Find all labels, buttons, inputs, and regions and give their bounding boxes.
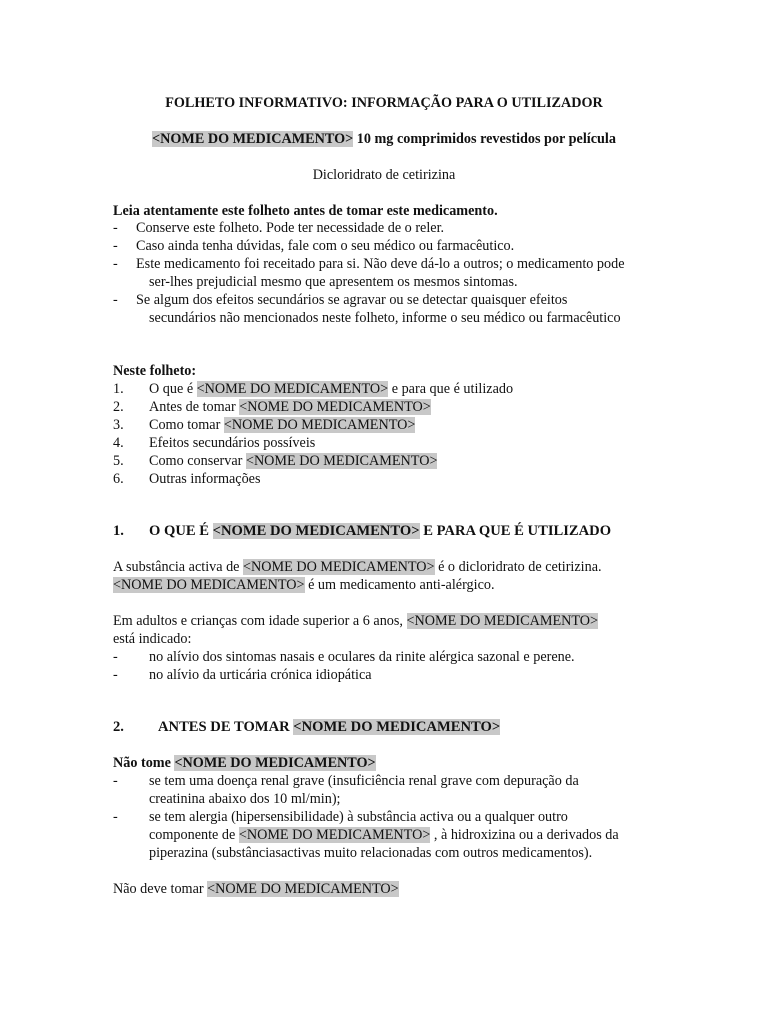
- bullet-continuation: ser-lhes prejudicial mesmo que apresentem os mesmos sintomas.: [149, 274, 518, 290]
- bullet-text: no alívio dos sintomas nasais e oculares da rinite alérgica sazonal e perene.: [149, 649, 575, 665]
- toc-number: 4.: [113, 435, 124, 451]
- bullet-dash: -: [113, 292, 118, 308]
- section-title: ANTES DE TOMAR <NOME DO MEDICAMENTO>: [158, 719, 501, 735]
- toc-item: [0, 416, 768, 434]
- intro-bullet: [0, 237, 768, 255]
- medicine-name-placeholder: <NOME DO MEDICAMENTO>: [113, 577, 305, 593]
- section-title: O QUE É <NOME DO MEDICAMENTO> E PARA QUE É UTILIZADO: [149, 523, 612, 539]
- medicine-name-placeholder: <NOME DO MEDICAMENTO>: [174, 755, 376, 771]
- bullet-continuation: piperazina (substânciasactivas muito relacionadas com outros medicamentos).: [149, 845, 593, 861]
- toc-number: 5.: [113, 453, 124, 469]
- toc-text: Antes de tomar <NOME DO MEDICAMENTO>: [149, 399, 431, 415]
- medicine-name-placeholder: <NOME DO MEDICAMENTO>: [238, 827, 431, 843]
- bullet-dash: -: [113, 649, 118, 665]
- toc-text: Como tomar <NOME DO MEDICAMENTO>: [149, 417, 416, 433]
- contraindication-bullet: [0, 808, 768, 826]
- bullet-text: no alívio da urticária crónica idiopática: [149, 667, 372, 683]
- medicine-name-placeholder: <NOME DO MEDICAMENTO>: [223, 417, 416, 433]
- contraindication-bullet: [0, 772, 768, 790]
- section-number: 1.: [113, 523, 124, 539]
- toc-heading: Neste folheto:: [113, 363, 197, 379]
- bullet-text: Conserve este folheto. Pode ter necessidade de o reler.: [136, 220, 445, 236]
- section-2-subheading: Não tome <NOME DO MEDICAMENTO>: [113, 755, 376, 771]
- section-2-heading: [0, 718, 768, 736]
- bullet-dash: -: [113, 667, 118, 683]
- intro-bullet: [0, 291, 768, 309]
- bullet-dash: -: [113, 238, 118, 254]
- medicine-name-placeholder: <NOME DO MEDICAMENTO>: [196, 381, 389, 397]
- intro-bullet: [0, 255, 768, 273]
- leaflet-title: FOLHETO INFORMATIVO: INFORMAÇÃO PARA O UTILIZADOR: [165, 95, 603, 111]
- product-suffix: 10 mg comprimidos revestidos por película: [353, 131, 616, 147]
- bullet-continuation: componente de <NOME DO MEDICAMENTO> , à hidroxizina ou a derivados da: [149, 827, 619, 843]
- medicine-name-placeholder: <NOME DO MEDICAMENTO>: [293, 719, 501, 735]
- product-name: [0, 130, 768, 148]
- active-substance: Dicloridrato de cetirizina: [312, 167, 456, 183]
- indication-bullet: [0, 666, 768, 684]
- bullet-dash: -: [113, 220, 118, 236]
- toc-text: O que é <NOME DO MEDICAMENTO> e para que é utilizado: [149, 381, 514, 397]
- medicine-name-placeholder: <NOME DO MEDICAMENTO>: [152, 131, 354, 147]
- toc-text: Outras informações: [149, 471, 261, 487]
- medicine-name-placeholder: <NOME DO MEDICAMENTO>: [243, 559, 435, 575]
- toc-item: [0, 452, 768, 470]
- toc-number: 2.: [113, 399, 124, 415]
- medicine-name-placeholder: <NOME DO MEDICAMENTO>: [406, 613, 599, 629]
- toc-item: [0, 434, 768, 452]
- section-1-paragraph: Em adultos e crianças com idade superior a 6 anos, <NOME DO MEDICAMENTO>: [113, 613, 599, 629]
- bullet-text: se tem alergia (hipersensibilidade) à substância activa ou a qualquer outro: [149, 809, 568, 825]
- bullet-text: Caso ainda tenha dúvidas, fale com o seu médico ou farmacêutico.: [136, 238, 515, 254]
- bullet-dash: -: [113, 256, 118, 272]
- bullet-continuation: creatinina abaixo dos 10 ml/min);: [149, 791, 341, 807]
- bullet-dash: -: [113, 809, 118, 825]
- intro-bullet: [0, 219, 768, 237]
- toc-text: Como conservar <NOME DO MEDICAMENTO>: [149, 453, 438, 469]
- medicine-name-placeholder: <NOME DO MEDICAMENTO>: [239, 399, 431, 415]
- bullet-continuation: secundários não mencionados neste folheto, informe o seu médico ou farmacêutico: [149, 310, 621, 326]
- bullet-dash: -: [113, 773, 118, 789]
- indication-bullet: [0, 648, 768, 666]
- section-2-paragraph: Não deve tomar <NOME DO MEDICAMENTO>: [113, 881, 399, 897]
- toc-number: 6.: [113, 471, 124, 487]
- section-1-paragraph: <NOME DO MEDICAMENTO> é um medicamento anti-alérgico.: [113, 577, 495, 593]
- medicine-name-placeholder: <NOME DO MEDICAMENTO>: [212, 523, 420, 539]
- section-number: 2.: [113, 719, 124, 735]
- medicine-name-placeholder: <NOME DO MEDICAMENTO>: [207, 881, 399, 897]
- bullet-text: Se algum dos efeitos secundários se agravar ou se detectar quaisquer efeitos: [136, 292, 568, 308]
- medicine-name-placeholder: <NOME DO MEDICAMENTO>: [245, 453, 438, 469]
- toc-item: [0, 470, 768, 488]
- section-1-paragraph: A substância activa de <NOME DO MEDICAMENTO> é o dicloridrato de cetirizina.: [113, 559, 602, 575]
- toc-item: [0, 398, 768, 416]
- section-1-paragraph: está indicado:: [113, 631, 192, 647]
- toc-number: 1.: [113, 381, 124, 397]
- intro-heading: Leia atentamente este folheto antes de tomar este medicamento.: [113, 203, 498, 219]
- bullet-text: se tem uma doença renal grave (insuficiência renal grave com depuração da: [149, 773, 579, 789]
- bullet-text: Este medicamento foi receitado para si. Não deve dá-lo a outros; o medicamento pode: [136, 256, 625, 272]
- toc-item: [0, 380, 768, 398]
- toc-number: 3.: [113, 417, 124, 433]
- toc-text: Efeitos secundários possíveis: [149, 435, 316, 451]
- section-1-heading: [0, 522, 768, 540]
